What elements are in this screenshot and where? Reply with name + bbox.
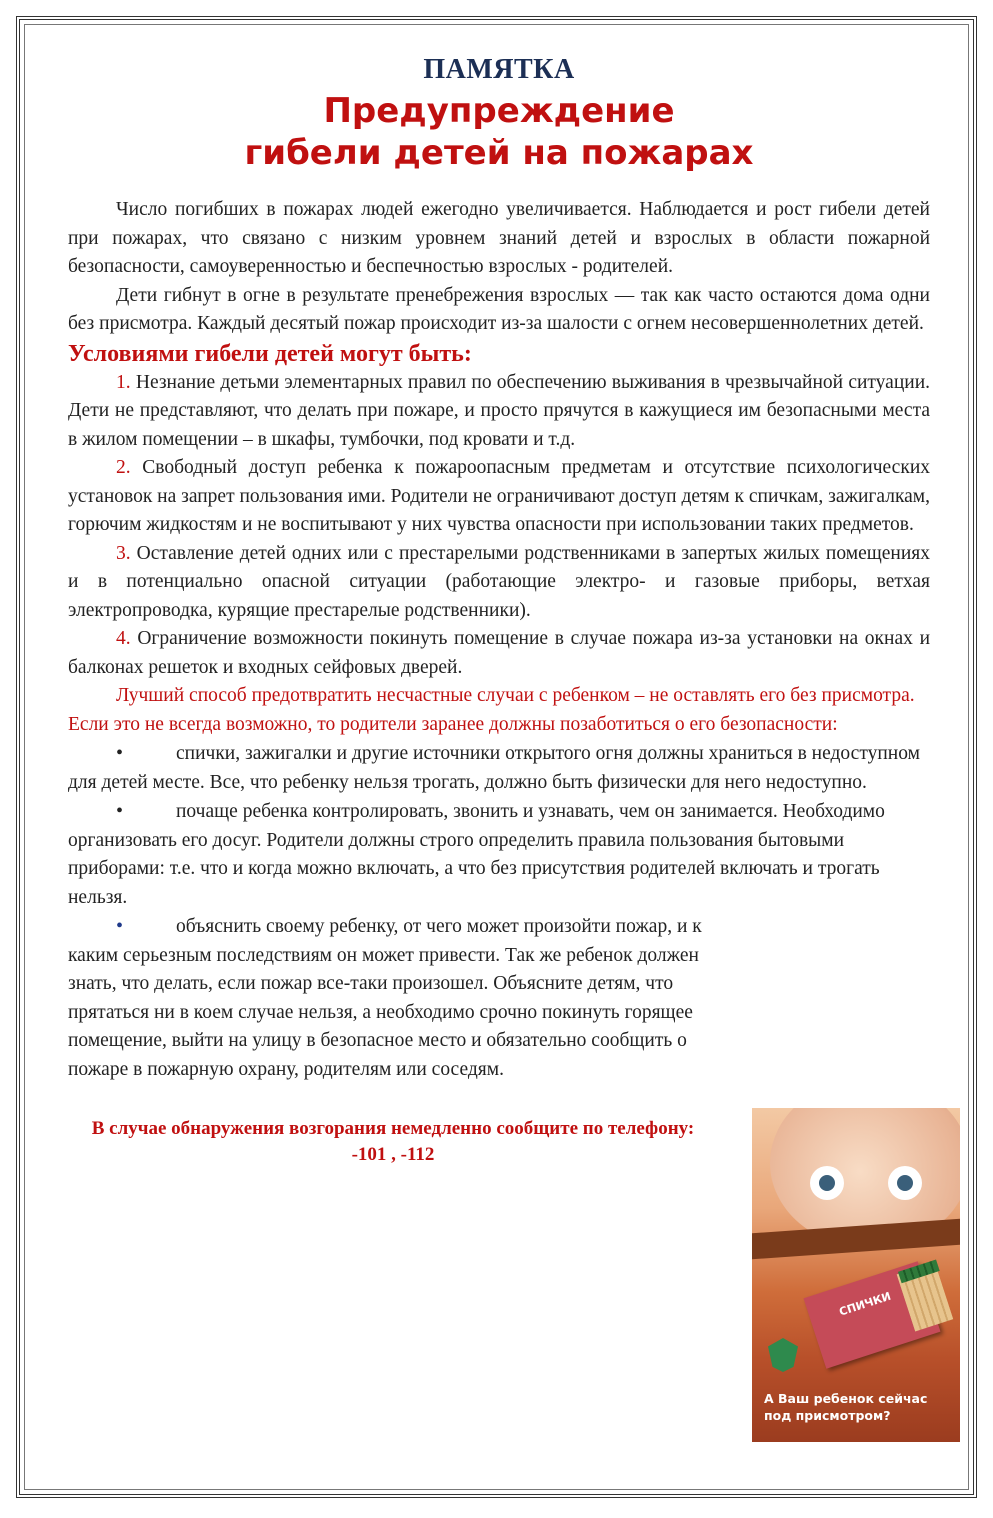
emergency-call-text: В случае обнаружения возгорания немедленно сообщите по телефону: [91,1118,695,1139]
emergency-emblem-icon [768,1338,798,1372]
matchbox-label: СПИЧКИ [837,1289,893,1319]
eye-icon [888,1166,922,1200]
condition-item-3 [68,540,930,626]
emergency-phone-numbers: -101 , -112 [351,1144,435,1165]
condition-number: 3. [116,542,131,564]
poster-caption: А Ваш ребенок сейчас под присмотром? [764,1391,928,1423]
advice-bullet-text: объяснить своему ребенку, от чего может произойти пожар, и к каким серьезным последствиям он может привести. Так же ребенок должен знать, что делать, если пожар все-таки произошел. Объясните детям, что прятаться ни в коем случае нельзя, а необходимо срочно покинуть горящее помещение, выйти на улицу в безопасное место и обязательно сообщить о пожаре в пожарную охрану, родителям или соседям. [68,916,702,1080]
conditions-heading: Условиями гибели детей могут быть: [68,340,472,367]
condition-item-4 [68,625,930,682]
intro-paragraph-1: Число погибших в пожарах людей ежегодно увеличивается. Наблюдается и рост гибели детей при пожарах, что связано с низким уровнем знаний детей и взрослых в области пожарной безопасности, самоуверенностью и беспечностью взрослых - родителей. [68,199,930,277]
bullet-icon: • [116,915,124,937]
memo-body [68,196,930,1168]
eye-icon [810,1166,844,1200]
intro-paragraph-2: Дети гибнут в огне в результате пренебрежения взрослых — так как часто остаются дома одни без присмотра. Каждый десятый пожар происходит из-за шалости с огнем несовершеннолетних детей. [68,284,930,334]
advice-bullet-1 [68,739,930,797]
condition-item-1 [68,369,930,455]
memo-kicker: ПАМЯТКА [423,54,575,85]
bullet-icon: • [116,800,124,822]
advice-bullet-2 [68,797,930,912]
emergency-call-notice [68,1116,718,1168]
bullet-icon: • [116,742,124,764]
condition-number: 2. [116,457,131,478]
advice-lead: Лучший способ предотвратить несчастные случаи с ребенком – не оставлять его без присмотра. Если это не всегда возможно, то родители заранее должны позаботиться о его безопасности: [68,685,915,735]
condition-item-2 [68,454,930,540]
child-safety-poster [752,1108,960,1442]
advice-bullet-text: почаще ребенка контролировать, звонить и узнавать, чем он занимается. Необходимо организовать его досуг. Родители должны строго определить правила пользования бытовыми приборами: т.е. что и когда можно включать, а что без присутствия родителей включать и трогать нельзя. [68,801,885,908]
matchbox-illustration [804,1261,941,1368]
memo-document [68,54,930,1168]
condition-number: 1. [116,371,131,393]
condition-text: Ограничение возможности покинуть помещение в случае пожара из-за установки на окнах и балконах решеток и входных сейфовых дверей. [68,628,931,678]
memo-title-line-1: Предупреждение [323,91,675,131]
advice-bullet-3 [68,912,733,1084]
condition-text: Незнание детьми элементарных правил по обеспечению выживания в чрезвычайной ситуации. Дети не представляют, что делать при пожаре, и просто прячутся в кажущиеся им безопасными места в жилом помещении – в шкафы, тумбочки, под кровати и т.д. [68,371,931,450]
advice-bullet-text: спички, зажигалки и другие источники открытого огня должны храниться в недоступном для детей месте. Все, что ребенку нельзя трогать, должно быть физически для него недоступно. [68,743,920,793]
condition-text: Оставление детей одних или с престарелыми родственниками в запертых жилых помещениях и в потенциально опасной ситуации (работающие электро- и газовые приборы, ветхая электропроводка, курящие престарелые родственники). [68,542,930,621]
condition-number: 4. [116,628,131,649]
condition-text: Свободный доступ ребенка к пожароопасным предметам и отсутствие психологических установок на запрет пользования ими. Родители не ограничивают доступ детям к спичкам, зажигалкам, горючим жидкостям и не воспитывают у них чувства опасности при использовании таких предметов. [68,457,931,535]
memo-title-line-2: гибели детей на пожарах [244,133,754,173]
